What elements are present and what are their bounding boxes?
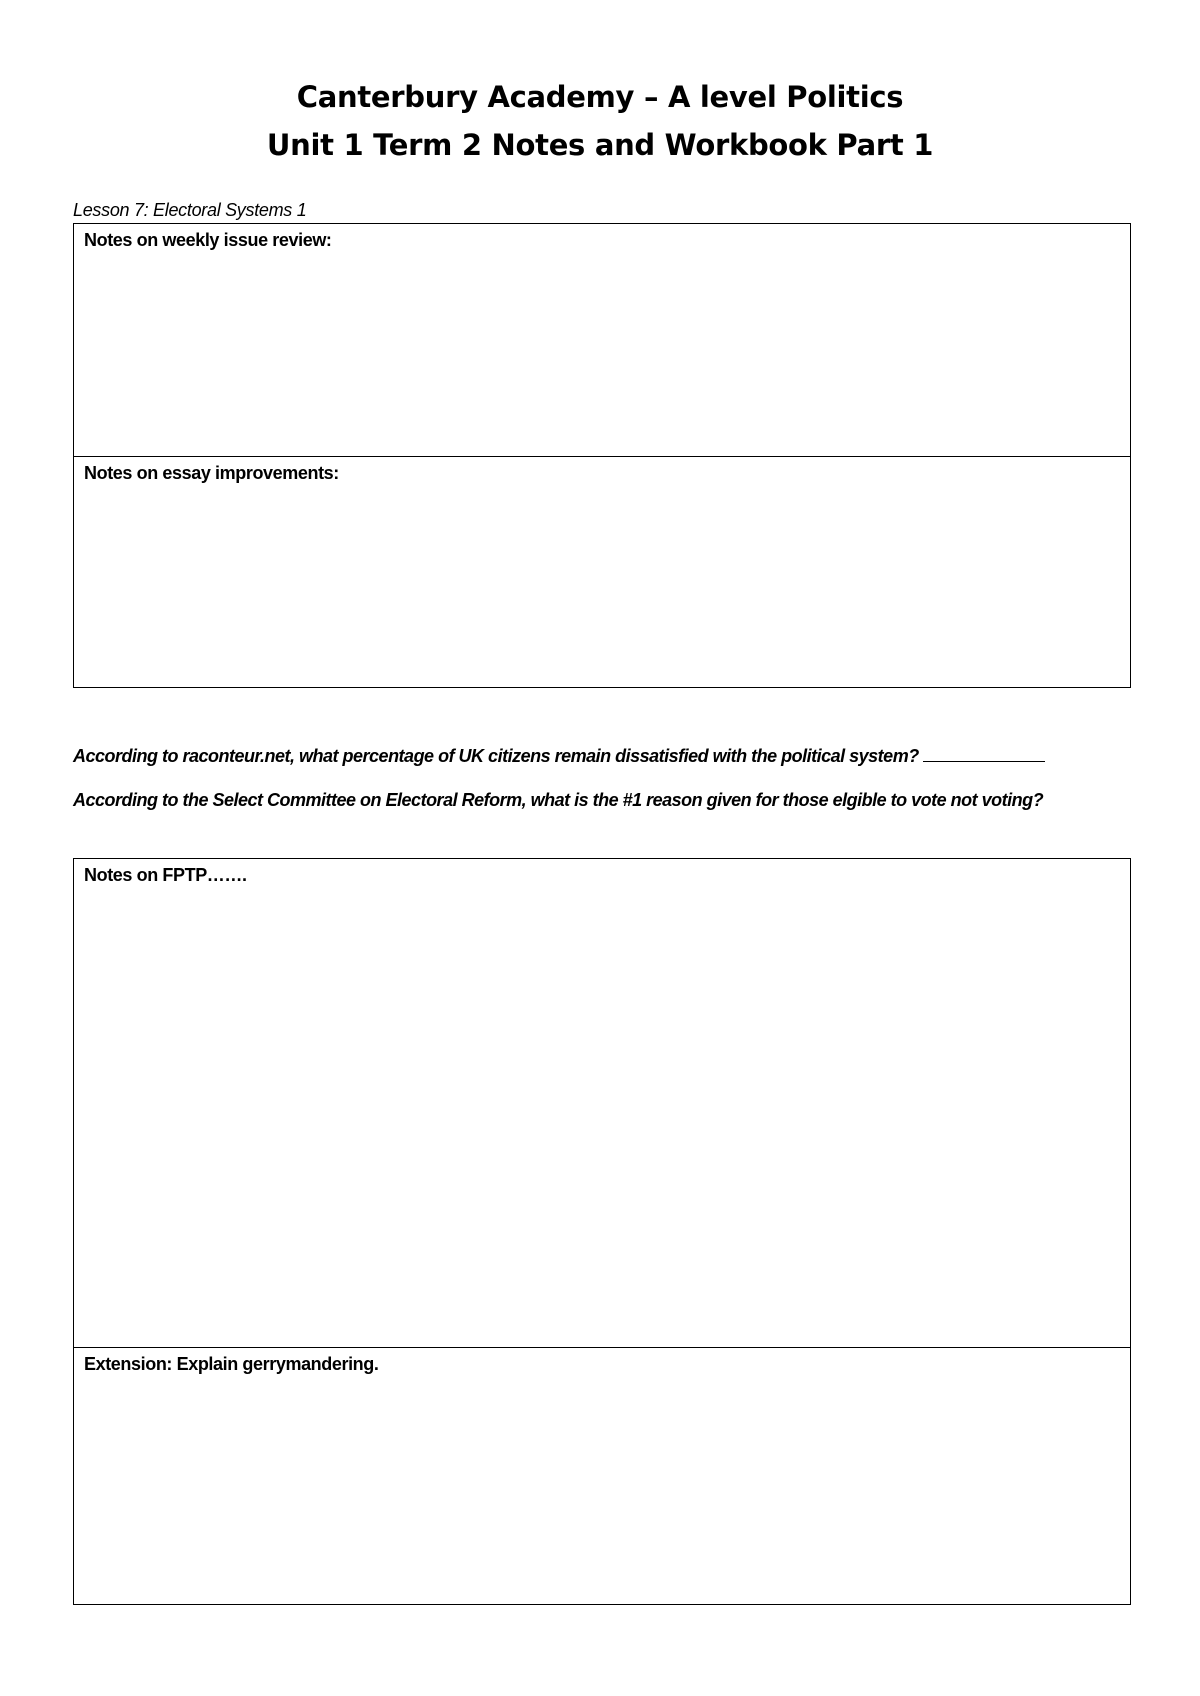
extension-label: Extension: Explain gerrymandering. (84, 1354, 379, 1374)
question-2 (73, 790, 1043, 811)
essay-improvements-notes-area[interactable] (74, 456, 1130, 686)
extension-area[interactable] (74, 1347, 1130, 1603)
weekly-issue-notes-area[interactable] (74, 224, 1130, 456)
question-1-text: According to raconteur.net, what percentage of UK citizens remain dissatisfied with the political system? (73, 746, 919, 766)
lesson-heading: Lesson 7: Electoral Systems 1 (73, 200, 307, 220)
fptp-notes-label: Notes on FPTP……. (84, 865, 247, 885)
document-subtitle: Unit 1 Term 2 Notes and Workbook Part 1 (266, 128, 934, 162)
essay-improvements-label: Notes on essay improvements: (84, 463, 339, 483)
question-1 (73, 745, 1045, 767)
notes-table-1 (73, 223, 1131, 688)
document-title: Canterbury Academy – A level Politics (296, 80, 904, 114)
question-1-answer-blank[interactable] (923, 745, 1045, 762)
weekly-issue-notes-label: Notes on weekly issue review: (84, 230, 332, 250)
notes-table-2 (73, 858, 1131, 1605)
question-2-text: According to the Select Committee on Electoral Reform, what is the #1 reason given for those elgible to vote not voting? (73, 790, 1044, 810)
fptp-notes-area[interactable] (74, 859, 1130, 1347)
